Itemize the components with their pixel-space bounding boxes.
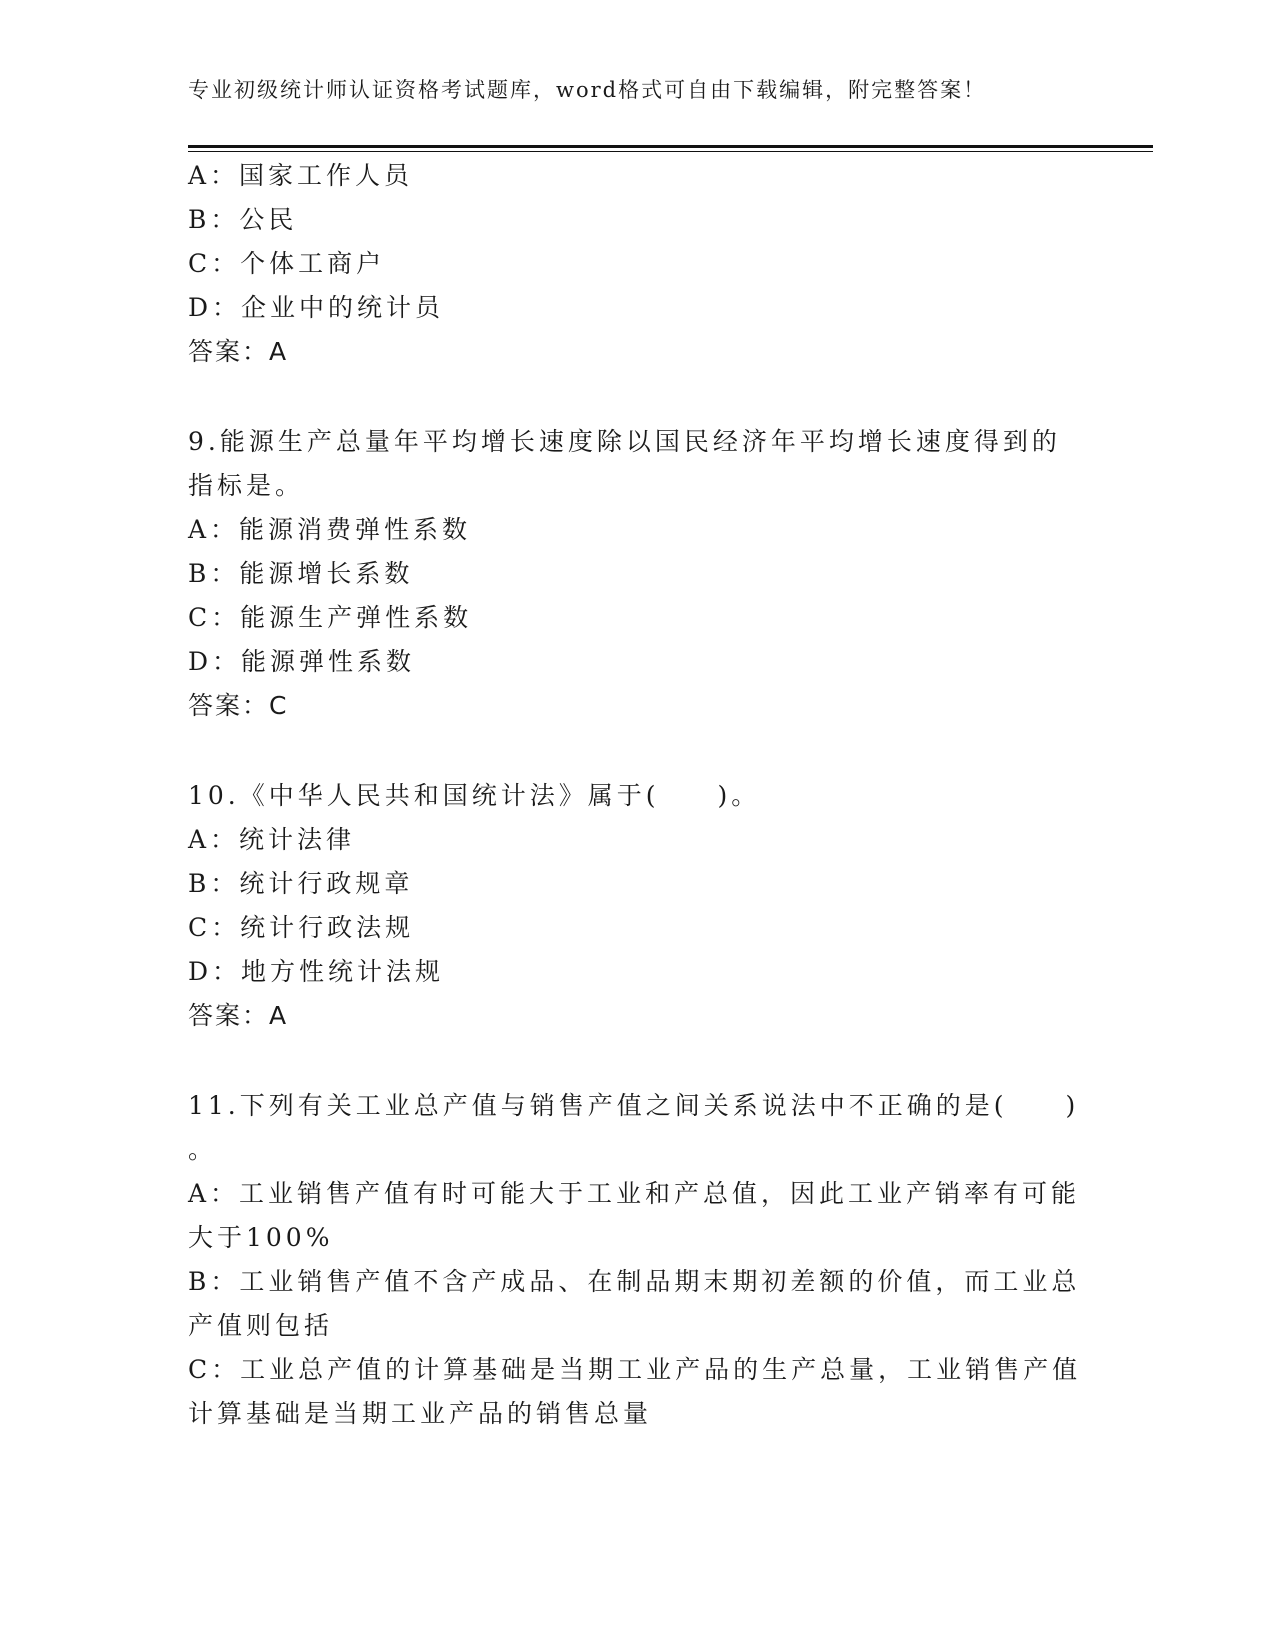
header-rule-thick bbox=[188, 145, 1153, 148]
q11-option-a-line-1: A：工业销售产值有时可能大于工业和产总值，因此工业产销率有可能 bbox=[188, 1179, 1081, 1208]
q8-option-c: C：个体工商户 bbox=[188, 249, 386, 278]
q8-answer: 答案：A bbox=[188, 337, 289, 366]
q11-stem-line-2: 。 bbox=[188, 1135, 218, 1164]
q10-option-c: C：统计行政法规 bbox=[188, 913, 415, 942]
q9-option-b: B：能源增长系数 bbox=[188, 559, 414, 588]
q10-stem: 10.《中华人民共和国统计法》属于( )。 bbox=[188, 781, 761, 810]
q10-option-d: D：地方性统计法规 bbox=[188, 957, 445, 986]
q11-option-c-line-2: 计算基础是当期工业产品的销售总量 bbox=[188, 1399, 653, 1428]
q11-option-a-line-2: 大于100% bbox=[188, 1223, 334, 1252]
header-rule-thin bbox=[188, 151, 1153, 152]
q8-option-b: B：公民 bbox=[188, 205, 298, 234]
q8-option-d: D：企业中的统计员 bbox=[188, 293, 445, 322]
q9-answer: 答案：C bbox=[188, 691, 289, 720]
q9-stem-line-2: 指标是。 bbox=[188, 471, 305, 500]
q10-answer: 答案：A bbox=[188, 1001, 289, 1030]
q11-stem-line-1: 11.下列有关工业总产值与销售产值之间关系说法中不正确的是( ) bbox=[188, 1091, 1080, 1120]
q10-option-b: B：统计行政规章 bbox=[188, 869, 414, 898]
q11-option-c-line-1: C：工业总产值的计算基础是当期工业产品的生产总量，工业销售产值 bbox=[188, 1355, 1082, 1384]
q9-option-a: A：能源消费弹性系数 bbox=[188, 515, 472, 544]
q11-option-b-line-1: B：工业销售产值不含产成品、在制品期末期初差额的价值，而工业总 bbox=[188, 1267, 1081, 1296]
q10-option-a: A：统计法律 bbox=[188, 825, 356, 854]
q9-option-c: C：能源生产弹性系数 bbox=[188, 603, 473, 632]
q9-stem-line-1: 9.能源生产总量年平均增长速度除以国民经济年平均增长速度得到的 bbox=[188, 427, 1061, 456]
q9-option-d: D：能源弹性系数 bbox=[188, 647, 416, 676]
q11-option-b-line-2: 产值则包括 bbox=[188, 1311, 334, 1340]
page-header: 专业初级统计师认证资格考试题库，word格式可自由下载编辑，附完整答案！ bbox=[188, 78, 987, 102]
q8-option-a: A：国家工作人员 bbox=[188, 161, 414, 190]
